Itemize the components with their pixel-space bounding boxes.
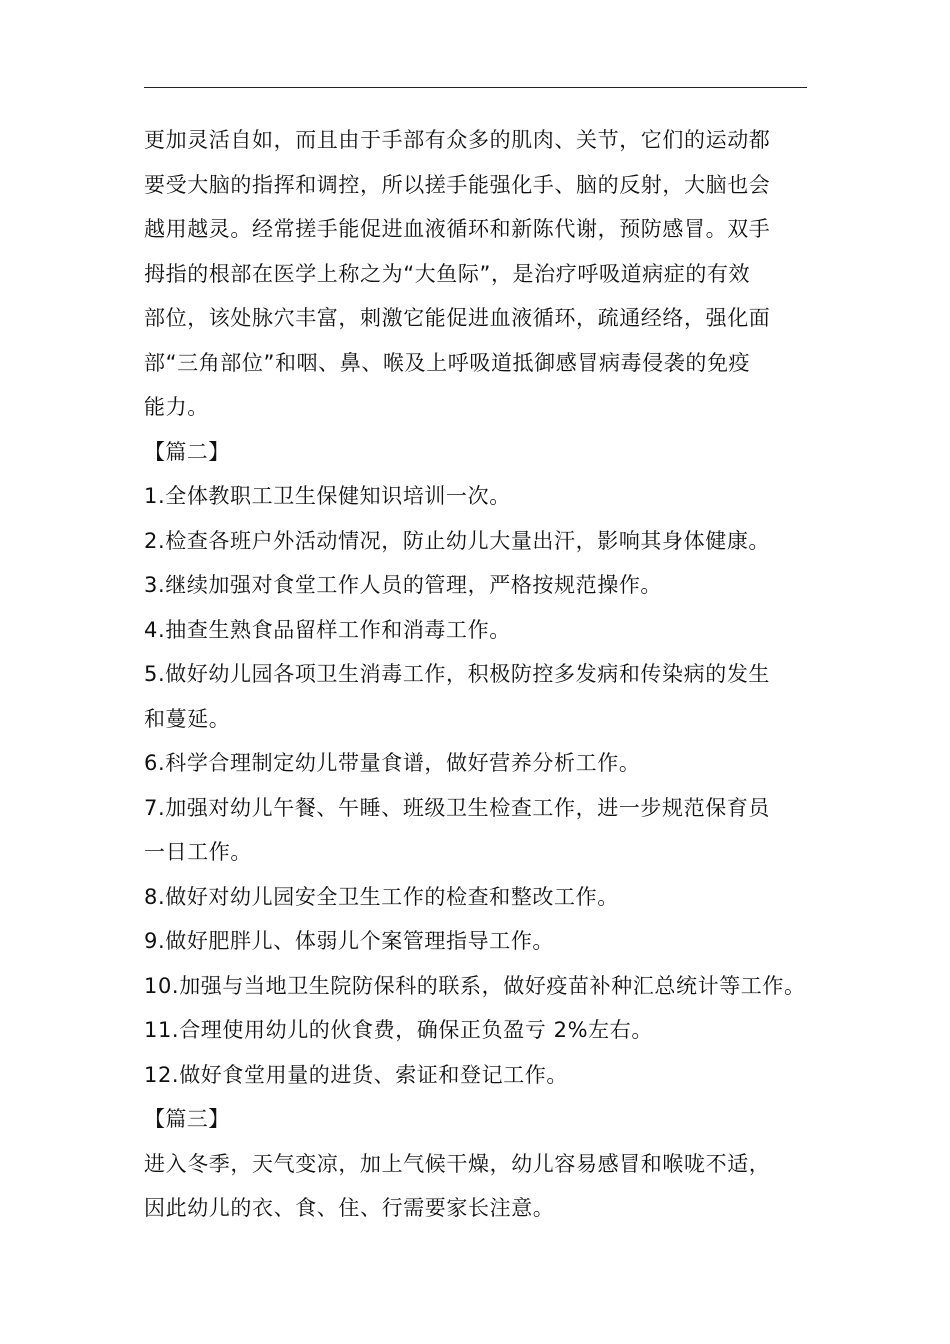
text-line: 能力。 bbox=[144, 395, 209, 419]
list-item: 12.做好食堂用量的进货、索证和登记工作。 bbox=[144, 1062, 568, 1087]
section-heading: 【篇三】 bbox=[144, 1107, 230, 1131]
text-line: 因此幼儿的衣、食、住、行需要家长注意。 bbox=[144, 1196, 555, 1220]
text-line: 越用越灵。经常搓手能促进血液循环和新陈代谢，预防感冒。双手 bbox=[144, 217, 771, 241]
text-line: 进入冬季，天气变凉，加上气候干燥，幼儿容易感冒和喉咙不适， bbox=[144, 1151, 771, 1176]
list-item: 10.加强与当地卫生院防保科的联系，做好疫苗补种汇总统计等工作。 bbox=[144, 973, 806, 998]
text-line: 部位，该处脉穴丰富，刺激它能促进血液循环，疏通经络，强化面 bbox=[144, 306, 771, 330]
list-item: 8.做好对幼儿园安全卫生工作的检查和整改工作。 bbox=[144, 884, 619, 909]
list-item: 11.合理使用幼儿的伙食费，确保正负盈亏 2%左右。 bbox=[144, 1018, 653, 1042]
text-line: 拇指的根部在医学上称之为“大鱼际”，是治疗呼吸道病症的有效 bbox=[144, 261, 751, 286]
list-item: 5.做好幼儿园各项卫生消毒工作，积极防控多发病和传染病的发生 bbox=[144, 662, 771, 686]
list-item-continuation: 和蔓延。 bbox=[144, 706, 231, 731]
list-item: 1.全体教职工卫生保健知识培训一次。 bbox=[144, 484, 511, 508]
list-item: 3.继续加强对食堂工作人员的管理，严格按规范操作。 bbox=[144, 573, 663, 597]
list-item: 9.做好肥胖儿、体弱儿个案管理指导工作。 bbox=[144, 929, 555, 953]
text-line: 更加灵活自如，而且由于手部有众多的肌肉、关节，它们的运动都 bbox=[144, 128, 771, 152]
text-line: 要受大脑的指挥和调控，所以搓手能强化手、脑的反射，大脑也会 bbox=[144, 172, 771, 197]
section-heading: 【篇二】 bbox=[144, 439, 230, 464]
document-body bbox=[144, 118, 812, 1231]
text-line: 部“三角部位”和咽、鼻、喉及上呼吸道抵御感冒病毒侵袭的免疫 bbox=[144, 350, 751, 375]
list-item: 6.科学合理制定幼儿带量食谱，做好营养分析工作。 bbox=[144, 751, 641, 775]
header-rule bbox=[144, 87, 807, 88]
list-item: 7.加强对幼儿午餐、午睡、班级卫生检查工作，进一步规范保育员 bbox=[144, 795, 771, 820]
list-item: 2.检查各班户外活动情况，防止幼儿大量出汗，影响其身体健康。 bbox=[144, 528, 771, 553]
list-item: 4.抽查生熟食品留样工作和消毒工作。 bbox=[144, 617, 511, 642]
list-item-continuation: 一日工作。 bbox=[144, 840, 252, 864]
